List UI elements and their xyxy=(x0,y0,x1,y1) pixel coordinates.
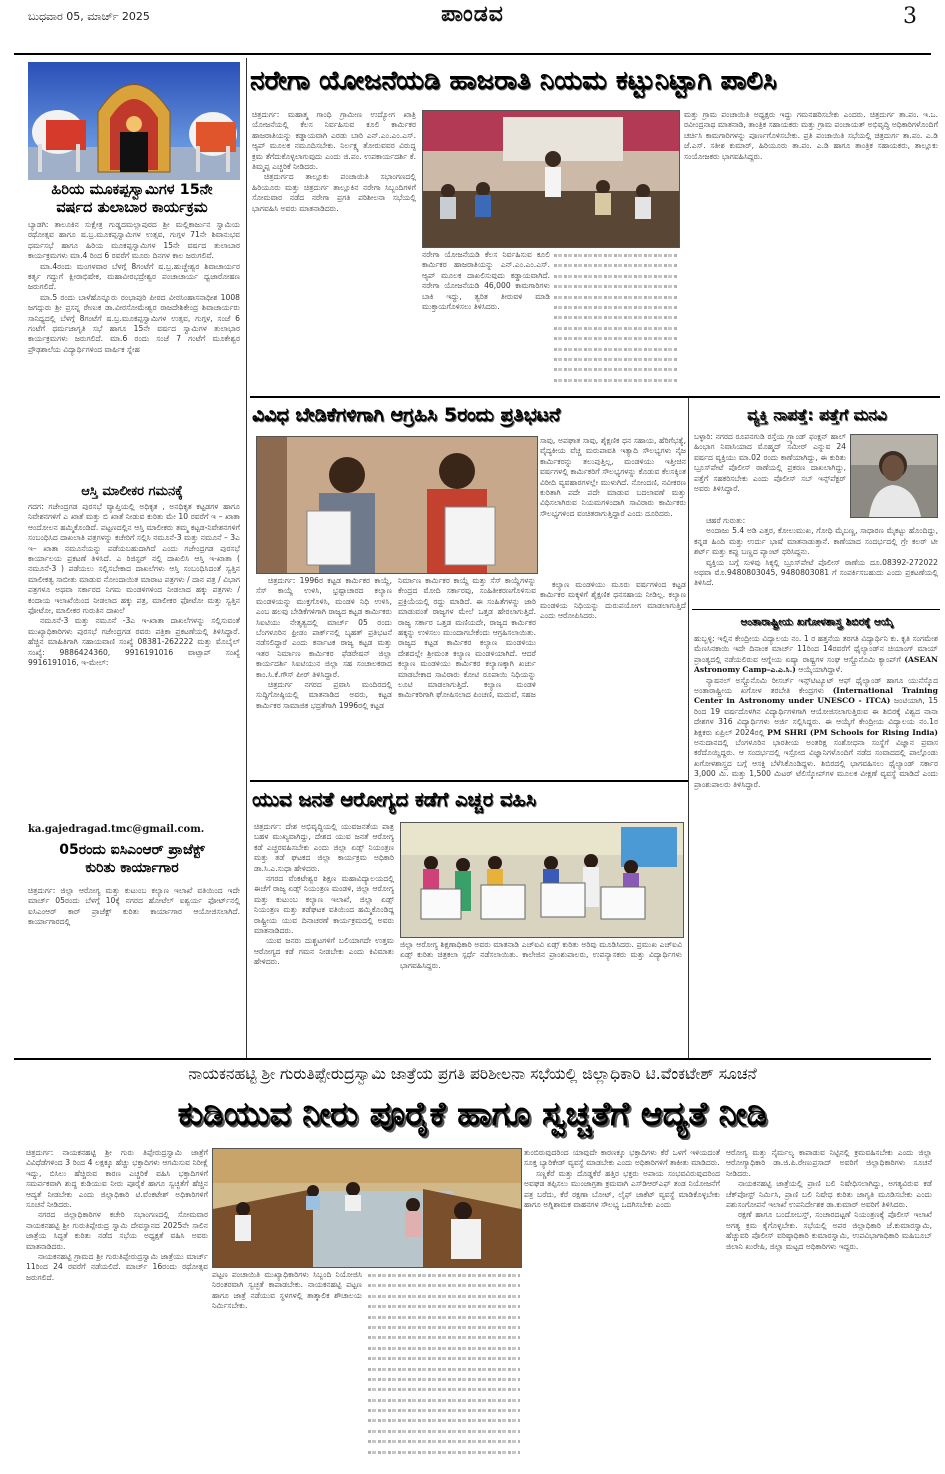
temple-photo xyxy=(28,62,240,180)
water-article-col3-text xyxy=(368,1270,520,1466)
protest-article-col2 xyxy=(398,576,536,776)
paragraph: ಕಲ್ಯಾಣ ಮಂಡಳಿಯು ಮೂರು ವರ್ಷಗಳಿಂದ ಕಟ್ಟಡ ಕಾರ್ಮಿಕರ ಮಕ್ಕಳಿಗೆ ಶೈಕ್ಷಣಿಕ ಧನಸಹಾಯ ನೀಡಿಲ್ಲ. ಕಲ್ಯಾಣ ಮಂಡಳಿಯ ನಿಧಿಯನ್ನು ದುರುಪಯೋಗ ಮಾಡಲಾಗುತ್ತಿದೆ ಎಂದು ಆರೋಪಿಸಿದರು. xyxy=(540,580,686,621)
protest-headline: ವಿವಿಧ ಬೇಡಿಕೆಗಳಿಗಾಗಿ ಆಗ್ರಹಿಸಿ 5ರಂದು ಪ್ರತಿಭಟನೆ xyxy=(252,404,561,426)
nrega-article-col2 xyxy=(422,250,550,390)
paragraph: ನಿರ್ಮಾಣ ಕಾರ್ಮಿಕರ ಕಾಯ್ದೆ ಮತ್ತು ಸೆಸ್ ಕಾಯ್ದೆಗಳನ್ನು ಕೇಂದ್ರದ ಮೋದಿ ಸರ್ಕಾರವು, ಸಂಹಿತೀಕರಣಗೊಳಿಸುವ ಪ್ರಕ್ರಿಯೆಯಲ್ಲಿ ರದ್ದು ಮಾಡಿದೆ. ಈ ಸಂಹಿತೆಗಳನ್ನು ಜಾರಿ ಮಾಡುವಂತೆ ರಾಜ್ಯಗಳ ಮೇಲೆ ಒತ್ತಡ ಹೇರಲಾಗುತ್ತಿದೆ. ರಾಜ್ಯ ಸರ್ಕಾರ ಒತ್ತಡ ಮಣಿಯದೇ, ರಾಜ್ಯದ ಕಾರ್ಮಿಕರ ಹಕ್ಕನ್ನು ಉಳಿಸಲು ಮುಂದಾಗಬೇಕೆಂದು ಆಗ್ರಹಿಸಲಾಯಿತು. ರಾಜ್ಯದ ಕಟ್ಟಡ ಕಾರ್ಮಿಕರ ಕಲ್ಯಾಣ ಮಂಡಳಿಯು ದೇಶದಲ್ಲೇ ಶ್ರೀಮಂತ ಕಲ್ಯಾಣ ಮಂಡಳಿಯಾಗಿದೆ. ಆದರೆ ಕಲ್ಯಾಣ ಮಂಡಳಿಯು ಕಾರ್ಮಿಕರ ಕಲ್ಯಾಣಕ್ಕಾಗಿ ಖರ್ಚು ಮಾಡಬೇಕಾದ ಸಾವಿರಾರು ಕೋಟಿ ರೂಪಾಯಿ ನಿಧಿಯನ್ನು ಲೂಟಿ ಮಾಡಲಾಗುತ್ತಿದೆ. ಕಲ್ಯಾಣ ಮಂಡಳಿ ಕಾರ್ಮಿಕರಿಗಾಗಿ ಘೋಷಿಸಲಾದ ಪಿಂಚಣಿ, ಮದುವೆ, ಸಹಜ xyxy=(398,576,536,700)
paragraph: ಪಟ್ಟಣ ಪಂಚಾಯಿತಿ ಮುಖ್ಯಾಧಿಕಾರಿಗಳು ಸಿಬ್ಬಂದಿ ನಿಯೋಜಿಸಿ ನಿರಂತರವಾಗಿ ಸ್ವಚ್ಛತೆ ಕಾಪಾಡಬೇಕು. ನಾಯಕನಹಟ್ಟಿ ಪಟ್ಟಣ ಹಾಗೂ ಜಾತ್ರೆ ನಡೆಯುವ ಸ್ಥಳಗಳಲ್ಲಿ ತಾತ್ಕಾಲಿಕ ಶೌಚಾಲಯ ನಿರ್ಮಿಸಬೇಕು. xyxy=(212,1270,362,1311)
nrega-meeting-photo xyxy=(422,110,680,248)
paragraph: ಬಳ್ಳಾರಿ: ನಗರದ ರೂಪನಗುಡಿ ರಸ್ತೆಯ ಗ್ರ್ಯಾಂಡ್ ಫಂಕ್ಷನ್ ಹಾಲ್ ಹಿಂಭಾಗ ನಿವಾಸಿಯಾದ ಮೊಹ್ಮದ್ ಸಮೀರ್ ಎನ್ನುವ 24 ವರ್ಷದ ವ್ಯಕ್ತಿಯು ಮಾ.02 ರಂದು ಕಾಣೆಯಾಗಿದ್ದು, ಈ ಕುರಿತು ಬ್ರೂಸ್‌ಪೇಟೆ ಪೊಲೀಸ್ ಠಾಣೆಯಲ್ಲಿ ಪ್ರಕರಣ ದಾಖಲಾಗಿದ್ದು, ಪತ್ತೆಗೆ ಸಹಕರಿಸಬೇಕು ಎಂದು ಪೊಲೀಸ್ ಸಬ್ ಇನ್ಸ್‌ಪೆಕ್ಟರ್ ಅವರು ತಿಳಿಸಿದ್ದಾರೆ. xyxy=(694,432,846,494)
astronomy-article-body xyxy=(694,634,938,1054)
paragraph: ಚಿತ್ರದುರ್ಗ: ನಾಯಕನಹಟ್ಟಿ ಶ್ರೀ ಗುರು ತಿಪ್ಪೇರುದ್ರಸ್ವಾಮಿ ಜಾತ್ರೆಗೆ ವಿವಿಧೆಡೆಗಳಿಂದ 3 ರಿಂದ 4 ಲಕ್ಷಕ್ಕೂ ಹೆಚ್ಚು ಭಕ್ತಾದಿಗಳು ಆಗಮಿಸುವ ನಿರೀಕ್ಷೆ ಇದ್ದು, ಬಿಸಿಲು ಹೆಚ್ಚಿರುವ ಕಾರಣ ಎಚ್ಚರಿಕೆ ವಹಿಸಿ ಭಕ್ತಾದಿಗಳಿಗೆ ಸಮರ್ಪಕವಾಗಿ ಶುದ್ಧ ಕುಡಿಯುವ ನೀರು ಪೂರೈಕೆ ಹಾಗೂ ಸ್ವಚ್ಛತೆಗೆ ಹೆಚ್ಚಿನ ಆದ್ಯತೆ ನೀಡಬೇಕು ಎಂದು ಜಿಲ್ಲಾಧಿಕಾರಿ ಟಿ.ವೆಂಕಟೇಶ್ ಅಧಿಕಾರಿಗಳಿಗೆ ಸೂಚನೆ ನೀಡಿದರು. xyxy=(26,1148,208,1210)
water-kicker: ನಾಯಕನಹಟ್ಟಿ ಶ್ರೀ ಗುರುತಿಪ್ಪೇರುದ್ರಸ್ವಾಮಿ ಜಾತ್ರೆಯ ಪ್ರಗತಿ ಪರಿಶೀಲನಾ ಸಭೆಯಲ್ಲಿ ಜಿಲ್ಲಾಧಿಕಾರಿ ಟಿ.ವೆಂಕಟೇಶ್ ಸೂಚನೆ xyxy=(188,1065,757,1083)
nrega-article-col4 xyxy=(684,110,938,392)
property-article-body xyxy=(28,502,240,818)
paragraph: ತುಂಬಿರುವುದರಿಂದ ಯಾವುದೇ ಕಾರಣಕ್ಕೂ ಭಕ್ತಾದಿಗಳು ಕೆರೆ ಒಳಗೆ ಇಳಿಯದಂತೆ ಸೂಕ್ತ ಬ್ಯಾರಿಕೇಡ್ ವ್ಯವಸ್ಥೆ ಮಾಡಬೇಕು ಎಂದು ಅಧಿಕಾರಿಗಳಿಗೆ ತಾಕೀತು ಮಾಡಿದರು. xyxy=(524,1148,720,1168)
protest-article-col1 xyxy=(256,576,392,776)
paragraph: ಆರೋಗ್ಯ ಮತ್ತು ನೈರ್ಮಲ್ಯ ಕಾಪಾಡುವ ನಿಟ್ಟಿನಲ್ಲಿ ಕ್ರಮವಹಿಸಬೇಕು ಎಂದು ಜಿಲ್ಲಾ ಆರೋಗ್ಯಾಧಿಕಾರಿ ಡಾ.ಜಿ.ಪಿ.ರೇಣುಪ್ರಸಾದ್ ಅವರಿಗೆ ಜಿಲ್ಲಾಧಿಕಾರಿಗಳು ಸೂಚನೆ ನೀಡಿದರು. xyxy=(726,1148,932,1178)
paragraph-end: ಜಂಟಿಯಾಗಿ, 15 ರಿಂದ 19 ವರ್ಷದೊಳಗಿನ ವಿದ್ಯಾರ್ಥಿಗಳಿಗಾಗಿ ಆಯೋಜಿಸಲಾಗುತ್ತಿರುವ ಈ ಶಿಬಿರಕ್ಕೆ ವಿಶ್ವದ ನಾನಾ ದೇಶಗಳ 316 ವಿದ್ಯಾರ್ಥಿಗಳು ಅರ್ಜಿ ಸಲ್ಲಿಸಿದ್ದರು. ಈ ಆಯ್ಕೆಗೆ ಕೇಂದ್ರೀಯ ವಿದ್ಯಾಲಯ ನಂ.1ರ ಶಿಕ್ಷಕರು ಏಪ್ರಿಲ್ 2024ರಲ್ಲಿ xyxy=(694,696,938,737)
icmr-headline xyxy=(20,842,244,877)
paragraph: ಗದಗ: ಗಜೇಂದ್ರಗಡ ಪುರಸಭೆ ವ್ಯಾಪ್ತಿಯಲ್ಲಿ ಅಧಿಕೃತ , ಅನಧಿಕೃತ ಕಟ್ಟಡಗಳ ಹಾಗೂ ನಿವೇಶನಗಳಿಗೆ ಎ ಖಾತೆ ಮತ್ತು ಬಿ ಖಾತೆ ನೀಡುವ ಕುರಿತು ಮೇ 10 ರವರೆಗೆ ಇ – ಖಾತಾ ಆಂದೋಲನ ಹಮ್ಮಿಕೊಂಡಿದೆ. ಪಟ್ಟಣದಲ್ಲಿನ ಆಸ್ತಿ ಮಾಲೀಕರು ತಮ್ಮ ಕಟ್ಟಡ-ನಿವೇಶನಗಳಿಗೆ ಸಂಬಂಧಿಸಿದ ದಾಖಲಾತಿ ಪತ್ರಗಳನ್ನು ಕಚೇರಿಗೆ ಸಲ್ಲಿಸಿ ನಮೂನೆ-3 ಮತ್ತು ನಮೂನೆ – 3ಎ ಇ– ಖಾತಾ ನಮೂನೆಯನ್ನು ಪಡೆಯಬಹುದಾಗಿದೆ ಎಂದು ಗಜೇಂದ್ರಗಡ ಪುರಸಭೆ ಕಾರ್ಯಾಲಯ ಪ್ರಕಟಣೆ ತಿಳಿಸಿದೆ. ಎ ರಿಜಿಸ್ಟರ್ ನಲ್ಲಿ ದಾಖಲಿಸಿ ಆಸ್ತಿ ಇ-ಖಾತಾ ( ನಮೂನೆ-3 ) ಪಡೆಯಲು ಸಲ್ಲಿಸಬೇಕಾದ ದಾಖಲೆಗಳು ಆಸ್ತಿ ಸಂಬಂಧಿಸಿದಂತೆ ಸ್ವತ್ತಿನ ಮಾಲೀಕತ್ವ ಸಾಬೀತು ಮಾಡುವ ನೋಂದಾಯಿತ ಮಾರಾಟ ಪತ್ರಗಳು / ದಾನ ಪತ್ರ / ವಿಭಾಗ ಪತ್ರಗಳೂ ಅಥವಾ ಸರ್ಕಾರದ ನಿಗಮ ಮಂಡಳಿಗಳಿಂದ ನೀಡಲಾದ ಹಕ್ಕು ಪತ್ರಗಳು / ಕಂದಾಯ ಇಲಾಖೆಯಿಂದ ನೀಡಲಾದ ಹಕ್ಕು ಪತ್ರ, ಮಾಲೀಕರ ಫೋಟೋ ಮತ್ತು ಸ್ವತ್ತಿನ ಫೋಟೋ, ಮಾಲೀಕರ ಗುರುತಿನ ದಾಖಲೆ xyxy=(28,502,240,616)
paragraph: ಹುಬ್ಬಳ್ಳಿ: ಇಲ್ಲಿನ ಕೇಂದ್ರೀಯ ವಿದ್ಯಾಲಯ ನಂ. 1 ರ ಹತ್ತನೆಯ ತರಗತಿ ವಿದ್ಯಾರ್ಥಿನಿ ಕು. ಕೃತಿ ಸಂಗಮೇಶ ಮೆಣಸಿನಕಾಯಿ ಇದೇ ದಿನಾಂಕ ಮಾರ್ಚ್ 11ರಿಂದ 14ರವರೆಗೆ ಥೈಲ್ಯಾಂಡ್‌ನ ಚಿಯಾಂಗ್ ಮಾಯ್ ಪ್ರಾಂತ್ಯದಲ್ಲಿ ನಡೆಯಲಿರುವ ಆಗ್ನೇಯ ಏಷ್ಯಾ ರಾಷ್ಟ್ರಗಳ ಸಂಘ ಆಸ್ಟ್ರೊನೊಮಿ ಕ್ಯಾಂಪ್‌ಗೆ xyxy=(694,634,938,664)
protest-article-col3-top xyxy=(540,436,686,576)
paragraph: ಚಿತ್ರದುರ್ಗದ ತಾಲ್ಲೂಕು ಪಂಚಾಯಿತಿ ಸಭಾಂಗಣದಲ್ಲಿ ಹಿರಿಯೂರು ಮತ್ತು ಚಿತ್ರದುರ್ಗ ತಾಲ್ಲೂಕಿನ ನರೇಗಾ ಸಿಬ್ಬಂದಿಗಳಿಗೆ ಸೋಮವಾರ ನಡೆದ ನರೇಗಾ ಪ್ರಗತಿ ಪರಿಶೀಲನಾ ಸಭೆಯಲ್ಲಿ ಭಾಗವಹಿಸಿ ಅವರು ಮಾತನಾಡಿದರು. xyxy=(252,172,416,213)
newspaper-title: ಪಾಂಡವ xyxy=(441,2,504,27)
column-divider xyxy=(688,398,689,1058)
icmr-article-body xyxy=(28,886,240,1054)
itca-name: (International Training Center in Astronomy under UNESCO - ITCA) xyxy=(694,686,938,706)
paragraph: ನಾಯಕನಹಟ್ಟಿ ಜಾತ್ರೆಯಲ್ಲಿ ಪ್ರಾಣಿ ಬಲಿ ನಿಷೇಧಿಸಲಾಗಿದ್ದು, ಅಗತ್ಯವಿರುವ ಕಡೆ ಚೆಕ್‌ಪೋಸ್ಟ್ ನಿರ್ಮಿಸಿ, ಪ್ರಾಣಿ ಬಲಿ ನಿಷೇಧ ಕುರಿತು ಜಾಗೃತಿ ಮೂಡಿಸಬೇಕು ಎಂದು ಪಶುಸಂಗೋಪನೆ ಇಲಾಖೆ ಉಪನಿರ್ದೇಶಕ ಡಾ.ಕುಮಾರ್ ಅವರಿಗೆ ತಿಳಿಸಿದರು. xyxy=(726,1179,932,1210)
paragraph: ನರೇಗಾ ಯೋಜನೆಯಡಿ ಕೆಲಸ ನಿರ್ವಹಿಸುವ ಕೂಲಿ ಕಾರ್ಮಿಕರ ಹಾಜರಾತಿಯನ್ನು ಎನ್.ಎಂ.ಎಂ.ಎಸ್. ಆ್ಯಪ್ ಮೂಲಕ ದಾಖಲಿಸುವುದು ಕಡ್ಡಾಯವಾಗಿದೆ. ನರೇಗಾ ಯೋಜನೆಯಡಿ 46,000 ಕಾಮಗಾರಿಗಳು ಬಾಕಿ ಇದ್ದು, ತ್ವರಿತ ತೀರುವಳಿ ಮಾಡಿ ಮುಕ್ತಾಯಗೊಳಿಸಲು ತಿಳಿಸಿದರು. xyxy=(422,250,550,312)
temple-article-body xyxy=(28,220,240,482)
water-article-col1 xyxy=(26,1148,208,1466)
paragraph: ಚಿತ್ರದುರ್ಗ: 1996ರ ಕಟ್ಟಡ ಕಾರ್ಮಿಕರ ಕಾಯ್ದೆ, ಸೆಸ್ ಕಾಯ್ದೆ ಉಳಿಸಿ, ಭ್ರಷ್ಟಾಚಾರದ ಕಲ್ಯಾಣ ಮಂಡಳಿಯನ್ನು ಮುಕ್ತಗೊಳಿಸಿ, ಮಂಡಳಿ ನಿಧಿ ಉಳಿಸಿ, ಎಂಬ ಹಲವು ಬೇಡಿಕೆಗಳಿಗಾಗಿ ರಾಜ್ಯದ ಕಟ್ಟಡ ಕಾರ್ಮಿಕರು ಸಿಐಟಿಯು ನೇತೃತ್ವದಲ್ಲಿ ಮಾರ್ಚ್ 05 ರಂದು ಬೆಂಗಳೂರಿನ ಫ್ರೀಡಂ ಪಾರ್ಕ್‌ನಲ್ಲಿ ಬೃಹತ್ ಪ್ರತಿಭಟನೆ ನಡೆಸಲಿದ್ದಾರೆ ಎಂದು ಕರ್ನಾಟಕ ರಾಜ್ಯ ಕಟ್ಟಡ ಮತ್ತು ಇತರ ನಿರ್ಮಾಣ ಕಾರ್ಮಿಕರ ಫೆಡರೇಷನ್ ಜಿಲ್ಲಾ ಕಾರ್ಯದರ್ಶಿ ಸಿಐಟಿಯುನ ಜಿಲ್ಲಾ ಸಹ ಸಂಚಾಲಕರಾದ ಕಾಂ.ಸಿ.ಕೆ.ಗೌಸ್ ಪೀರ್ ತಿಳಿಸಿದ್ದಾರೆ. xyxy=(256,576,392,679)
headline-line: ವರ್ಷದ ತುಲಾಬಾರ ಕಾರ್ಯಕ್ರಮ xyxy=(56,200,208,217)
paragraph: ಮಾ.5 ರಂದು ಬಾಳೆಹೊನ್ನೂರು ರಂಭಾಪುರಿ ಪೀಠದ ವೀರಸಿಂಹಾಸನಾಧೀಶ 1008 ಜಗದ್ಗುರು ಶ್ರೀ ಪ್ರಸನ್ನ ರೇಣುಕ ಡಾ.ವೀರಸೋಮೇಶ್ವರ ರಾಜದೇಶಿಕೇಂದ್ರ ಶಿವಾಚಾರ್ಯರು ಸಾನಿಧ್ಯದಲ್ಲಿ ಬೆಳಗ್ಗೆ 8ಗಂಟೆಗೆ ಷ.ಬ್ರ.ಮೂಕಪ್ಪಸ್ವಾಮಿಗಳ ಉತ್ಸವ, ಗುಗ್ಗಳ, ಸಂಜೆ 6 ಗಂಟೆಗೆ ಧರ್ಮಜಾಗೃತಿ ಸಭೆ ಹಾಗೂ 15ನೇ ವರ್ಷದ ಸ್ವಾಮಿಗಳ ತುಲಾಭಾರ ಕಾರ್ಯಕ್ರಮಗಳು ಜರುಗಲಿದೆ. ಮಾ.6 ರಂದು ಸಂಜೆ 7 ಗಂಟೆಗೆ ಮೂಕೇಶ್ವರ ಪ್ರೌಢಶಾಲೆಯ ವಿದ್ಯಾರ್ಥಿಗಳಿಂದ ವಾರ್ಷಿಕ ಸ್ನೇಹ xyxy=(28,292,240,354)
paragraph: ಚಿತ್ರದುರ್ಗ: ದೇಶ ಅಭಿವೃದ್ಧಿಯಲ್ಲಿ ಯುವಜನತೆಯ ಪಾತ್ರ ಬಹಳ ಮುಖ್ಯವಾಗಿದ್ದು, ದೇಶದ ಯುವ ಜನತೆ ಆರೋಗ್ಯ ಕಡೆ ಎಚ್ಚರವಹಿಸಬೇಕು ಎಂದು ಜಿಲ್ಲಾ ಏಡ್ಸ್ ನಿಯಂತ್ರಣ ಮತ್ತು ತಡೆ ಘಟಕದ ಜಿಲ್ಲಾ ಕಾರ್ಯಕ್ರಮ ಅಧಿಕಾರಿ ಡಾ.ಸಿ.ಎ.ಸುಧಾ ಹೇಳಿದರು. xyxy=(254,822,394,873)
masthead-divider xyxy=(14,53,931,55)
water-meeting-photo xyxy=(212,1148,522,1268)
astronomy-headline: ಅಂತಾರಾಷ್ಟ್ರೀಯ ಖಗೋಳಶಾಸ್ತ್ರ ಶಿಬಿರಕ್ಕೆ ಆಯ್ಕೆ xyxy=(740,616,894,628)
paragraph: ಚಹರೆ ಗುರುತು: xyxy=(706,516,746,525)
paragraph-end: ಆಯ್ಕೆಯಾಗಿದ್ದಾಳೆ. xyxy=(798,665,843,675)
protest-article-col3 xyxy=(540,580,686,776)
missing-person-details xyxy=(694,516,938,608)
paragraph: ನಮೂನೆ-3 ಮತ್ತು ನಮೂನೆ -3ಎ ಇ-ಖಾತಾ ದಾಖಲೆಗಳನ್ನು ಸಲ್ಲಿಸುವಂತೆ ಮುಖ್ಯಾಧಿಕಾರಿಗಳು ಪುರಸಭೆ ಗಜೇಂದ್ರಗಡ ರವರು ಪತ್ರಿಕಾ ಪ್ರಕಟಣೆಯಲ್ಲಿ ತಿಳಿಸಿದ್ದಾರೆ. ಹೆಚ್ಚಿನ ಮಾಹಿತಿಗಾಗಿ ಸಹಾಯವಾಣಿ ಸಂಖ್ಯೆ 08381-262222 ಮತ್ತು ಮೊಬೈಲ್ ಸಂಖ್ಯೆ: 9886424360, 9916191016 ವಾಟ್ಸಾಪ್ ಸಂಖ್ಯೆ 9916191016, ಇ-ಮೇಲ್: xyxy=(28,616,240,668)
water-headline: ಕುಡಿಯುವ ನೀರು ಪೂರೈಕೆ ಹಾಗೂ ಸ್ವಚ್ಚತೆಗೆ ಆದ್ಯತೆ ನೀಡಿ xyxy=(177,1094,768,1133)
missing-person-headline: ವ್ಯಕ್ತಿ ನಾಪತ್ತೆ: ಪತ್ತೆಗೆ ಮನವಿ xyxy=(747,406,887,424)
water-article-col4 xyxy=(524,1148,720,1466)
paragraph: ಚಿತ್ರದುರ್ಗ: ಜಿಲ್ಲಾ ಆರೋಗ್ಯ ಮತ್ತು ಕುಟುಂಬ ಕಲ್ಯಾಣ ಇಲಾಖೆ ವತಿಯಿಂದ ಇದೇ ಮಾರ್ಚ್ 05ರಂದು ಬೆಳಗ್ಗೆ 10ಕ್ಕೆ ನಗರದ ಹೋಟೆಲ್ ಐಶ್ವರ್ಯ ಫೋರ್ಟ್‌ನಲ್ಲಿ ಐಸಿಎಂಆರ್ ಕಾರ್ ಪ್ರಾಜೆಕ್ಟ್ ಕುರಿತು ಕಾರ್ಯಾಗಾರ ಆಯೋಜಿಸಲಾಗಿದೆ. ಕಾರ್ಯಾಗಾರದಲ್ಲಿ xyxy=(28,886,240,927)
paragraph: ಚಿತ್ರದುರ್ಗ: ಮಹಾತ್ಮ ಗಾಂಧಿ ಗ್ರಾಮೀಣ ಉದ್ಯೋಗ ಖಾತ್ರಿ ಯೋಜನೆಯಲ್ಲಿ ಕೆಲಸ ನಿರ್ವಹಿಸುವ ಕೂಲಿ ಕಾರ್ಮಿಕರ ಹಾಜರಾತಿಯನ್ನು ಕಡ್ಡಾಯವಾಗಿ ಎರಡು ಬಾರಿ ಎನ್.ಎಂ.ಎಂ.ಎಸ್. ಆ್ಯಪ್ ಮೂಲಕ ನಮೂದಿಸಬೇಕು. ನಿರ್ಲಕ್ಷ್ಯ ತೋರುವವರ ವಿರುದ್ಧ ಕ್ರಮ ತೆಗೆದುಕೊಳ್ಳಲಾಗುವುದು ಎಂದು ಜಿ.ಪಂ. ಉಪಕಾರ್ಯದರ್ಶಿ ಕೆ. ತಿಮ್ಮಪ್ಪ ಎಚ್ಚರಿಕೆ ನೀಡಿದರು. xyxy=(252,110,416,172)
youth-article-col1 xyxy=(254,822,394,1054)
property-headline: ಆಸ್ತಿ ಮಾಲೀಕರ ಗಮನಕ್ಕೆ xyxy=(81,484,183,499)
paragraph: ನ್ಯಾಷನಲ್ ಅಸ್ಟ್ರೊನೊಮಿ ರೀಸರ್ಚ್ ಇನ್ಸ್‌ಟಿಟ್ಯೂಟ್ ಆಫ್ ಥೈಲ್ಯಾಂಡ್ ಹಾಗೂ ಯುನೆಸ್ಕೊದ ಅಂತಾರಾಷ್ಟ್ರೀಯ ಖಗೋಳ ತರಬೇತಿ ಕೇಂದ್ರಗಳು xyxy=(694,675,938,696)
camp-name: (ASEAN Astronomy Camp–ಎ.ಎ.ಸಿ.) xyxy=(694,654,938,675)
pmshri-name: PM SHRI (PM Schools for Rising India) xyxy=(767,727,938,737)
missing-person-photo xyxy=(850,434,938,518)
nrega-article-col1 xyxy=(252,110,416,390)
youth-health-headline: ಯುವ ಜನತೆ ಆರೋಗ್ಯದ ಕಡೆಗೆ ಎಚ್ಚರ ವಹಿಸಿ xyxy=(252,788,537,811)
nrega-headline: ನರೇಗಾ ಯೋಜನೆಯಡಿ ಹಾಜರಾತಿ ನಿಯಮ ಕಟ್ಟುನಿಟ್ಟಾಗಿ ಪಾಲಿಸಿ xyxy=(250,66,777,96)
water-article-col2 xyxy=(212,1270,362,1466)
paragraph: ಮತ್ತು ಗ್ರಾಮ ಪಂಚಾಯಿತಿ ಅಧ್ಯಕ್ಷರು ಇದ್ದು ಗಮನಹರಿಸಬೇಕು ಎಂದರು. ಚಿತ್ರದುರ್ಗ ತಾ.ಪಂ. ಇ.ಒ. ರವೀಂದ್ರನಾಥ ಮಾತನಾಡಿ, ತಾಂತ್ರಿಕ ಸಹಾಯಕರು ಮತ್ತು ಗ್ರಾಮ ಪಂಚಾಯತ್ ಅಭಿವೃದ್ಧಿ ಅಧಿಕಾರಿಗಳೊಂದಿಗೆ ಚರ್ಚಿಸಿ ಕಾಮಗಾರಿಗಳನ್ನು ಪೂರ್ಣಗೊಳಿಸಬೇಕು. ಪ್ರತಿ ಪಂಚಾಯಿತಿ ಸಭೆಯಲ್ಲಿ ಚಿತ್ರದುರ್ಗ ತಾ.ಪಂ. ಎ.ಡಿ ಜೆ.ಎಸ್. ಸತೀಶ ಕುಮಾರ್, ಹಿರಿಯೂರು ತಾ.ಪಂ. ಎ.ಡಿ ಹಾಗೂ ತಾಂತ್ರಿಕ ಸಹಾಯಕರು, ತಾಲ್ಲೂಕು ಸಂಯೋಜಕರು ಭಾಗವಹಿಸಿದ್ದರು. xyxy=(684,110,938,161)
paragraph: ಸಣ್ಣಕೆರೆ ಮತ್ತು ದೊಡ್ಡಕೆರೆ ಹತ್ತಿರ ಭಕ್ತರು ಅಪಾಯ ಸಂಭವವಿರುವುದರಿಂದ ಅವಘಡ ತಪ್ಪಿಸಲು ಮುಂಜಾಗ್ರತಾ ಕ್ರಮವಾಗಿ ಎಸ್‌ಡಿಆರ್‌ಎಫ್ ತಂಡ ನಿಯೋಜನೆಗೆ ಪತ್ರ ಬರೆದು, ಕೆರೆ ರಕ್ಷಣಾ ಬೋಟ್, ಲೈಫ್ ಜಾಕೆಟ್ ವ್ಯವಸ್ಥೆ ಮಾಡಿಕೊಳ್ಳಬೇಕು ಹಾಗೂ ಅಗ್ನಿಶಾಮಕ ವಾಹನಗಳ ಸೌಲಭ್ಯ ಒದಗಿಸಬೇಕು ಎಂದು xyxy=(524,1168,720,1210)
paragraph: ನಗರದ ವೆಂಕಟೇಶ್ವರ ಶಿಕ್ಷಣ ಮಹಾವಿದ್ಯಾಲಯದಲ್ಲಿ ಈಚೆಗೆ ರಾಜ್ಯ ಏಡ್ಸ್ ನಿಯಂತ್ರಣ ಮಂಡಳಿ, ಜಿಲ್ಲಾ ಆರೋಗ್ಯ ಮತ್ತು ಕುಟುಂಬ ಕಲ್ಯಾಣ ಇಲಾಖೆ, ಜಿಲ್ಲಾ ಏಡ್ಸ್ ನಿಯಂತ್ರಣ ಮತ್ತು ತಡೆಘಟಕ ವತಿಯಿಂದ ಹಮ್ಮಿಕೊಂಡಿದ್ದ ರಾಷ್ಟ್ರೀಯ ಯುವ ದಿನಾಚರಣೆ ಕಾರ್ಯಕ್ರಮದಲ್ಲಿ ಅವರು ಮಾತನಾಡಿದರು. xyxy=(254,874,394,936)
paragraph: ಯುವ ಜನರು ದುಶ್ಚಟಗಳಿಗೆ ಬಲಿಯಾಗದೇ ಉತ್ತಮ ಆರೋಗ್ಯದ ಕಡೆ ಗಮನ ನೀಡಬೇಕು ಎಂದು ಕಿವಿಮಾತು ಹೇಳಿದರು. xyxy=(254,936,394,967)
youth-article-col2 xyxy=(400,940,682,1054)
paragraph: ಅನುದಾನದಲ್ಲಿ ಬೆಂಗಳೂರಿನ ಭಾರತೀಯ ಅಂತರಿಕ್ಷ ಸಂಶೋಧನಾ ಸಂಸ್ಥೆಗೆ ವಿಜ್ಞಾನ ಪ್ರವಾಸ ಕರೆದೊಯ್ದಿದ್ದರು. ಆ ಸಂದರ್ಭದಲ್ಲಿ ಇಸ್ರೋದ ವಿಜ್ಞಾನಿಗಳೊಂದಿಗೆ ನಡೆದ ಸಂವಾದದಲ್ಲಿ ಪಾಲ್ಗೊಂಡು ಖಗೋಳಶಾಸ್ತ್ರದ ಬಗ್ಗೆ ಆಸಕ್ತಿ ಬೆಳೆಸಿಕೊಂಡಿದ್ದಳು. ಶಿಬಿರದಲ್ಲಿ ಭಾಗವಹಿಸಲು ಥೈಲ್ಯಾಂಡ್ ಸರ್ಕಾರ 3,000 ಮಿ. ಮತ್ತು 1,500 ಮಿಟರ್ ಟೆಲಿಸ್ಕೋಪ್‌ಗಳ ಮೂಲಕ ವೀಕ್ಷಣೆ ವ್ಯವಸ್ಥೆ ಮಾಡಿದೆ ಎಂದು ಪ್ರಾಂಶುಪಾಲರು ತಿಳಿಸಿದ್ದಾರೆ. xyxy=(694,738,938,789)
issue-date: ಬುಧವಾರ 05, ಮಾರ್ಚ್ 2025 xyxy=(28,10,150,23)
paragraph: ಚಿತ್ರದುರ್ಗ ನಗರದ ಪ್ರವಾಸಿ ಮಂದಿರದಲ್ಲಿ ಸುದ್ದಿಗೋಷ್ಠಿಯಲ್ಲಿ ಮಾತನಾಡಿದ ಅವರು, ಕಟ್ಟಡ ಕಾರ್ಮಿಕರ ಸಾಮಾಜಿಕ ಭದ್ರತೆಗಾಗಿ 1996ರಲ್ಲಿ ಕಟ್ಟಡ xyxy=(256,680,392,710)
headline-line: 05ರಂದು ಐಸಿಎಂಆರ್ ಪ್ರಾಜೆಕ್ಟ್ xyxy=(59,842,205,858)
paragraph: ಅಂದಾಜು 5.4 ಅಡಿ ಎತ್ತರ, ಕೋಲುಮುಖ, ಗೋಧಿ ಮೈಬಣ್ಣ, ಸಾಧಾರಣ ಮೈಕಟ್ಟು ಹೊಂದಿದ್ದು, ಕನ್ನಡ ಹಿಂದಿ ಮತ್ತು ಉರ್ದು ಭಾಷೆ ಮಾತನಾಡುತ್ತಾನೆ. ಕಾಣೆಯಾದ ಸಂದರ್ಭದಲ್ಲಿ ಗ್ರೇ ಕಲರ್ ಟೀ ಶರ್ಟ್ ಮತ್ತು ಕಪ್ಪು ಬಣ್ಣದ ಪ್ಯಾಂಟ್ ಧರಿಸಿದ್ದನು. xyxy=(694,526,938,557)
protest-photo xyxy=(256,436,538,574)
paragraph: ಮಾ.4ರಂದು ಮಂಗಳವಾರ ಬೆಳಗ್ಗೆ 8ಗಂಟೆಗೆ ಷ.ಬ್ರ.ಹುಚ್ಚೇಶ್ವರ ಶಿವಾಚಾರ್ಯರ ಕರ್ತೃ ಗದ್ದುಗೆ ಕ್ಷೀರಾಭಿಷೇಕ, ಮಹಾವೀರಭದ್ರೇಶ್ವರ ಪಂಚಾಚಾರ್ಯ ಧ್ವಜಾರೋಹಣ ಜರುಗಲಿದೆ. xyxy=(28,261,240,292)
paragraph: ಜಿಲ್ಲಾ ಆರೋಗ್ಯ ಶಿಕ್ಷಣಾಧಿಕಾರಿ ಅವರು ಮಾತನಾಡಿ ಎಚ್‌ಐವಿ ಏಡ್ಸ್ ಕುರಿತು ಅರಿವು ಮೂಡಿಸಿದರು. ಪ್ರಮುಖ ಎಚ್‌ಐವಿ ಏಡ್ಸ್ ಕುರಿತು ಚಿತ್ರಕಲಾ ಸ್ಪರ್ಧೆ ನಡೆಸಲಾಯಿತು. ಕಾಲೇಜಿನ ಪ್ರಾಂಶುಪಾಲರು, ಉಪನ್ಯಾಸಕರು ಮತ್ತು ವಿದ್ಯಾರ್ಥಿಗಳು ಭಾಗವಹಿಸಿದ್ದರು. xyxy=(400,940,682,970)
water-article-col5 xyxy=(726,1148,932,1466)
paragraph: ನಾಯಕನಹಟ್ಟಿ ಗ್ರಾಮದ ಶ್ರೀ ಗುರುತಿಪ್ಪೇರುದ್ರಸ್ವಾಮಿ ಜಾತ್ರೆಯು ಮಾರ್ಚ್ 11ರಿಂದ 24 ರವರೆಗೆ ನಡೆಯಲಿದೆ. ಮಾರ್ಚ್ 16ರಂದು ರಥೋತ್ಸವ ಜರುಗಲಿದೆ. xyxy=(26,1252,208,1282)
nrega-article-col3-text xyxy=(554,250,678,390)
paragraph: ಸಾವು, ಅಪಘಾತ ಸಾವು, ಶೈಕ್ಷಣಿಕ ಧನ ಸಹಾಯ, ಹೆರಿಗೆಭತ್ಯೆ, ವೈದ್ಯಕೀಯ ವೆಚ್ಚ ಮರುಪಾವತಿ ಇತ್ಯಾದಿ ಸೌಲಭ್ಯಗಳು ನೈಜ ಕಾರ್ಮಿಕರನ್ನು ತಲುಪುತ್ತಿಲ್ಲ, ಮಂಡಳಿಯು ಇತ್ತೀಚಿನ ವರ್ಷಗಳಲ್ಲಿ ಕಾರ್ಮಿಕರಿಗೆ ಸೌಲಭ್ಯಗಳನ್ನು ಕೊಡುವ ಕೆಲಸಕ್ಕಿಂತ ವಿರೀದಿ ವ್ಯವಹಾರಗಳಲ್ಲೇ ಮುಳುಗಿದೆ. ನೋಂದಣಿ, ನವೀಕರಣ ಕುರಿತಾಗಿ ಪದೇ ಪದೇ ಮಾಡುವ ಬದಲಾವಣೆ ಮತ್ತು ವಿಧಿಸಲಾಗಿರುವ ನಿಯಮಗಳಿಂದಾಗಿ ಸಾವಿರಾರು ಕಾರ್ಮಿಕರು ಸೌಲಭ್ಯಗಳಿಂದ ವಂಚಿತರಾಗುತ್ತಿದ್ದಾರೆ ಎಂದು ದೂರಿದರು. xyxy=(540,436,686,518)
youth-event-photo xyxy=(400,822,684,938)
contact-email: ka.gajedragad.tmc@gmail.com. xyxy=(28,824,205,835)
headline-line: ಹಿರಿಯ ಮೂಕಪ್ಪಸ್ವಾಮಿಗಳ 15ನೇ xyxy=(51,182,213,198)
page-number: 3 xyxy=(903,4,917,29)
missing-person-body xyxy=(694,432,846,514)
temple-headline xyxy=(20,181,244,217)
paragraph: ವ್ಯಕ್ತಿಯ ಬಗ್ಗೆ ಸುಳಿವು ಸಿಕ್ಕಲ್ಲಿ ಬ್ರೂಸ್‌ಪೇಟೆ ಪೊಲೀಸ್ ಠಾಣೆಯ ದೂ.08392-272022 ಅಥವಾ ಮೊ.9480803045, 9480803081 ಗೆ ಸಂಪರ್ಕಿಸಬಹುದು ಎಂದು ಪ್ರಕಟಣೆಯಲ್ಲಿ ತಿಳಿಸಿದೆ. xyxy=(694,557,938,588)
column-divider xyxy=(246,58,247,1058)
section-divider xyxy=(692,609,940,610)
paragraph: ರಕ್ಷಣೆ ಹಾಗೂ ಬಂದೋಬಸ್ತ್, ಸಂಚಾರದಟ್ಟಣೆ ನಿಯಂತ್ರಣಕ್ಕೆ ಪೊಲೀಸ್ ಇಲಾಖೆ ಅಗತ್ಯ ಕ್ರಮ ಕೈಗೊಳ್ಳಬೇಕು. ಸಭೆಯಲ್ಲಿ ಅಪರ ಜಿಲ್ಲಾಧಿಕಾರಿ ಜೆ.ಕುಮಾರಸ್ವಾಮಿ, ಹೆಚ್ಚುವರಿ ಪೊಲೀಸ್ ವರಿಷ್ಠಾಧಿಕಾರಿ ಕುಮಾರಸ್ವಾಮಿ, ಉಪವಿಭಾಗಾಧಿಕಾರಿ ಮಹಿಬೂಬ್ ಜಿಲಾನಿ ಖುರೇಷಿ, ಜಿಲ್ಲಾ ಮಟ್ಟದ ಅಧಿಕಾರಿಗಳು ಇದ್ದರು. xyxy=(726,1210,932,1251)
paragraph: ನಗರದ ಜಿಲ್ಲಾಧಿಕಾರಿಗಳ ಕಚೇರಿ ಸಭಾಂಗಣದಲ್ಲಿ ಸೋಮವಾರ ನಾಯಕನಹಟ್ಟಿ ಶ್ರೀ ಗುರುತಿಪ್ಪೇರುದ್ರ ಸ್ವಾಮಿ ದೇವಸ್ಥಾನದ 2025ನೇ ಸಾಲಿನ ಜಾತ್ರೆಯ ಸಿದ್ಧತೆ ಕುರಿತು ನಡೆದ ಸಭೆಯ ಅಧ್ಯಕ್ಷತೆ ವಹಿಸಿ ಅವರು ಮಾತನಾಡಿದರು. xyxy=(26,1210,208,1251)
paragraph: ಬ್ಯಾಡಗಿ: ತಾಲೂಕಿನ ಸುಕ್ಷೇತ್ರ ಗುಡ್ಡದಮಲ್ಲಾಪುರದ ಶ್ರೀ ಮಲ್ಲಿಕಾರ್ಜುನ ಸ್ವಾಮಿಯ ರಥೋತ್ಸವ ಹಾಗೂ ಷ.ಬ್ರ.ಮೂಕಪ್ಪಸ್ವಾಮಿಗಳ ಉತ್ಸವ, ಗುಗ್ಗಳ 71ನೇ ಶಿವಾನುಭವ ಧರ್ಮಸಭೆ ಹಾಗೂ ಹಿರಿಯ ಮೂಕಪ್ಪಸ್ವಾಮಿಗಳ 15ನೇ ವರ್ಷದ ತುಲಾಬಾರ ಕಾರ್ಯಕ್ರಮಗಳು ಮಾ.4 ರಿಂದ 6 ರವರೆಗೆ ಮೂರು ದಿನಗಳ ಕಾಲ ಜರುಗಲಿವೆ. xyxy=(28,220,240,261)
headline-line: ಕುರಿತು ಕಾರ್ಯಾಗಾರ xyxy=(85,859,179,876)
